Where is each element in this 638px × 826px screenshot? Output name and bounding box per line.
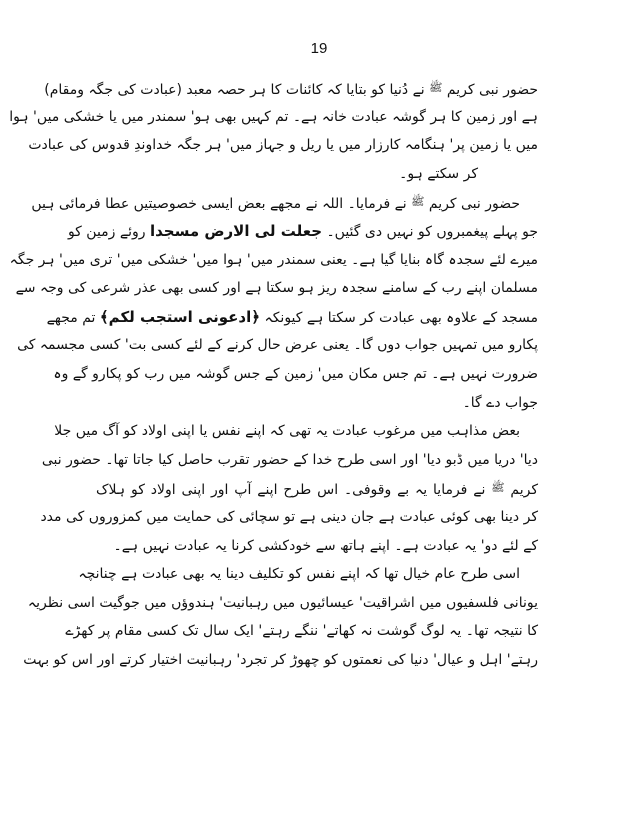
- line-text: میں یا زمین پر' ہنگامہ کارزار میں یا ریل و جہاز میں' ہر جگہ خداوندِ قدوس کی عبادت: [28, 137, 538, 154]
- text-line: [9, 103, 538, 132]
- text-line: [9, 246, 538, 275]
- line-text: یونانی فلسفیوں میں اشراقیت' عیسائیوں میں رہبانیت' ہندوؤں میں جوگیت اسی نظریہ: [27, 594, 538, 611]
- line-text: نے دُنیا کو بتایا کہ کائنات کا ہر حصہ معبد (عبادت کی جگہ ومقام): [44, 82, 430, 98]
- text-line: [96, 389, 538, 418]
- text-line: [40, 503, 538, 532]
- line-text: پکارو میں تمہیں جواب دوں گا۔ یعنی عرض حال کرنے کے لئے کسی بت' کسی مجسمہ کی: [17, 337, 538, 354]
- line-text: جو پہلے پیغمبروں کو نہیں دی گئیں۔: [322, 223, 538, 240]
- text-line: [27, 589, 538, 618]
- text-line: [54, 417, 538, 446]
- text-body: [9, 74, 538, 674]
- line-text: میرے لئے سجدہ گاہ بنایا گیا ہے۔ یعنی سمندر میں' ہوا میں' خشکی میں' تری میں' ہر جگہ: [9, 251, 538, 268]
- line-text: رہتے' اہل و عیال' دنیا کی نعمتوں کو چھوڑ کر تجرد' رہبانیت اختیار کرتے اور اس کو بہت: [23, 651, 538, 668]
- line-text: حضور نبی کریم: [424, 196, 520, 213]
- line-text: مسجد کے علاوہ بھی عبادت کر سکتا ہے کیونکہ: [260, 309, 538, 326]
- line-text: بعض مذاہب میں مرغوب عبادت یہ تھی کہ اپنے نفس یا اپنی اولاد کو آگ میں جلا: [54, 423, 520, 440]
- line-text: نے فرمایا یہ بے وقوفی۔ اس طرح اپنے آپ اور اپنی اولاد کو ہلاک: [96, 482, 492, 499]
- text-line: [44, 74, 538, 103]
- text-line: [41, 446, 538, 475]
- line-text: مسلمان اپنے رب کے سامنے سجدہ ریز ہو سکتا ہے اور کسی بھی عذر شرعی کی وجہ سے: [15, 280, 538, 297]
- line-text: اسی طرح عام خیال تھا کہ اپنے نفس کو تکلیف دینا یہ بھی عبادت ہے چنانچہ: [78, 566, 520, 583]
- text-line: [28, 131, 538, 160]
- line-text: تم مجھے: [46, 309, 100, 326]
- text-line: [78, 560, 538, 589]
- text-line: [96, 474, 538, 503]
- line-text: کریم: [504, 482, 538, 499]
- text-line: [96, 532, 538, 561]
- arabic-quote: جعلت لی الارض مسجدا: [149, 221, 323, 240]
- arabic-quote: ﴿ادعونی استجب لکم﴾: [99, 307, 261, 326]
- line-text: کر دینا بھی کوئی عبادت ہے جان دینی ہے تو سچائی کی حمایت میں کمزوروں کی مدد: [40, 508, 538, 525]
- text-line: [17, 331, 538, 360]
- line-text: دیا' دریا میں ڈبو دیا' اور اسی طرح خدا کے حضور تقرب حاصل کیا جاتا تھا۔ حضور نبی: [41, 451, 538, 468]
- text-line: [31, 188, 538, 217]
- line-text: جواب دے گا۔: [462, 394, 538, 411]
- text-line: [23, 646, 538, 675]
- salutation-glyph: ﷺ: [411, 195, 425, 209]
- line-text: نے فرمایا۔ اللہ نے مجھے بعض ایسی خصوصیتیں عطا فرمائی ہیں: [31, 196, 412, 213]
- salutation-glyph: ﷺ: [491, 481, 505, 495]
- page-number: 19: [310, 40, 328, 57]
- text-line: [53, 360, 538, 389]
- line-text: حضور نبی کریم: [442, 82, 538, 98]
- line-text: کر سکتے ہو۔: [399, 165, 478, 182]
- text-line: [15, 274, 538, 303]
- line-text: ضرورت نہیں ہے۔ تم جس مکان میں' زمین کے جس گوشہ میں رب کو پکارو گے وہ: [53, 365, 538, 382]
- text-line: [67, 217, 538, 246]
- text-line: [96, 160, 538, 189]
- line-text: ہے اور زمین کا ہر گوشہ عبادت خانہ ہے۔ تم کہیں بھی ہو' سمندر میں یا خشکی میں' ہوا: [9, 108, 538, 125]
- text-line: [65, 617, 538, 646]
- line-text: کے لئے دو' یہ عبادت ہے۔ اپنے ہاتھ سے خودکشی کرنا یہ عبادت نہیں ہے۔: [113, 537, 538, 554]
- salutation-glyph: ﷺ: [429, 81, 443, 94]
- text-line: [46, 303, 538, 332]
- line-text: روئے زمین کو: [67, 223, 150, 240]
- line-text: کا نتیجہ تھا۔ یہ لوگ گوشت نہ کھاتے' ننگے رہتے' ایک سال تک کسی مقام پر کھڑے: [65, 623, 538, 640]
